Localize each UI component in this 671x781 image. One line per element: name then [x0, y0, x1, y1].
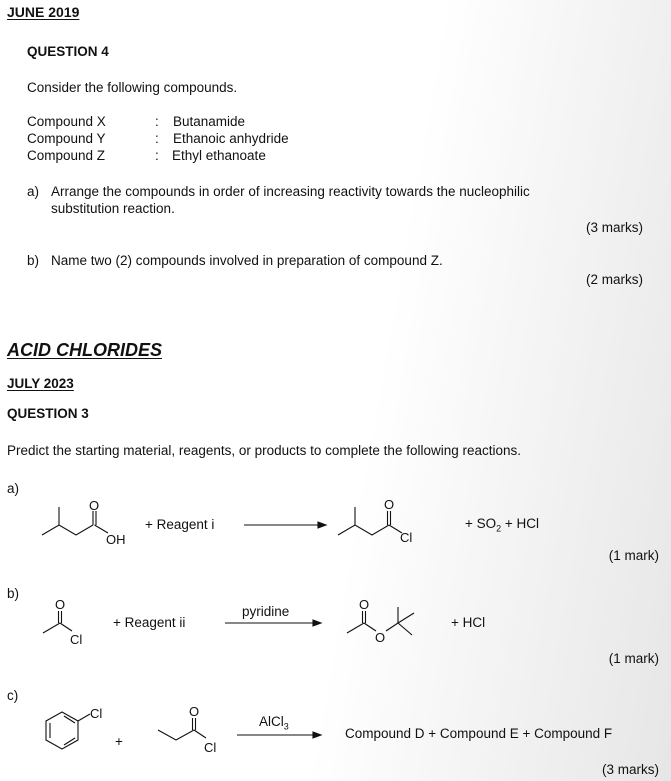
structure-acetyl-chloride — [42, 597, 92, 653]
topic-heading: ACID CHLORIDES — [7, 340, 163, 360]
svg-text:Cl: Cl — [90, 706, 103, 721]
compound-name: Ethyl ethanoate — [172, 148, 266, 163]
reagent-label: + Reagent i — [145, 517, 215, 532]
date-heading-july-2023: JULY 2023 — [7, 376, 74, 391]
reaction-arrow — [225, 618, 321, 628]
products-text: Compound D + Compound E + Compound F — [345, 726, 613, 741]
structure-propanoyl-chloride — [156, 704, 226, 762]
marks-label: (3 marks) — [586, 220, 643, 235]
part-letter: a) — [7, 481, 20, 496]
svg-text:O: O — [55, 597, 66, 612]
reagent-label: + Reagent ii — [113, 615, 186, 630]
svg-text:O: O — [89, 498, 100, 513]
arrow-condition: pyridine — [242, 604, 290, 619]
structure-3-methylbutanoyl-chloride — [336, 497, 416, 547]
svg-text:OH: OH — [106, 532, 126, 547]
compound-label: Compound X — [27, 114, 106, 129]
marks-label: (1 mark) — [608, 548, 659, 563]
part-letter: b) — [7, 586, 20, 601]
svg-text:O: O — [359, 597, 370, 612]
svg-text:O: O — [384, 497, 395, 512]
date-heading-june-2019: JUNE 2019 — [7, 4, 80, 20]
compound-name: Ethanoic anhydride — [173, 131, 289, 146]
part-text-line2: substitution reaction. — [51, 201, 175, 216]
structure-3-methylbutanoic-acid — [40, 497, 140, 547]
arrow-condition: AlCl$_3$ — [259, 714, 289, 732]
structure-tert-butyl-acetate — [346, 597, 426, 653]
compound-label: Compound Z — [27, 148, 106, 163]
compound-separator: : — [155, 131, 159, 146]
structure-chlorobenzene — [40, 704, 110, 760]
question-title-3: QUESTION 3 — [7, 406, 89, 421]
compound-label: Compound Y — [27, 131, 106, 146]
intro-text: Predict the starting material, reagents, or products to complete the following reactions. — [7, 443, 522, 458]
byproducts: + $SO_2$ + HCl — [465, 516, 540, 534]
marks-label: (3 marks) — [602, 762, 659, 777]
svg-text:Cl: Cl — [204, 740, 217, 755]
svg-text:O: O — [375, 630, 386, 645]
plus-sign: + — [115, 734, 123, 749]
part-text-line1: Name two (2) compounds involved in preparation of compound Z. — [51, 253, 443, 268]
svg-text:Cl: Cl — [400, 530, 413, 545]
byproducts: + HCl — [451, 615, 486, 630]
marks-label: (2 marks) — [586, 272, 643, 287]
question-title-4: QUESTION 4 — [27, 44, 109, 59]
compound-name: Butanamide — [173, 114, 246, 129]
reaction-arrow — [244, 520, 326, 530]
svg-text:O: O — [189, 704, 200, 719]
part-letter: c) — [7, 688, 19, 703]
part-text-line1: Arrange the compounds in order of increasing reactivity towards the nucleophilic — [51, 184, 530, 199]
reaction-arrow — [237, 730, 321, 740]
compound-separator: : — [155, 114, 159, 129]
part-letter: b) — [27, 253, 40, 268]
part-letter: a) — [27, 184, 40, 199]
marks-label: (1 mark) — [608, 651, 659, 666]
intro-text: Consider the following compounds. — [27, 80, 238, 95]
svg-text:Cl: Cl — [70, 632, 83, 647]
compound-separator: : — [155, 148, 159, 163]
